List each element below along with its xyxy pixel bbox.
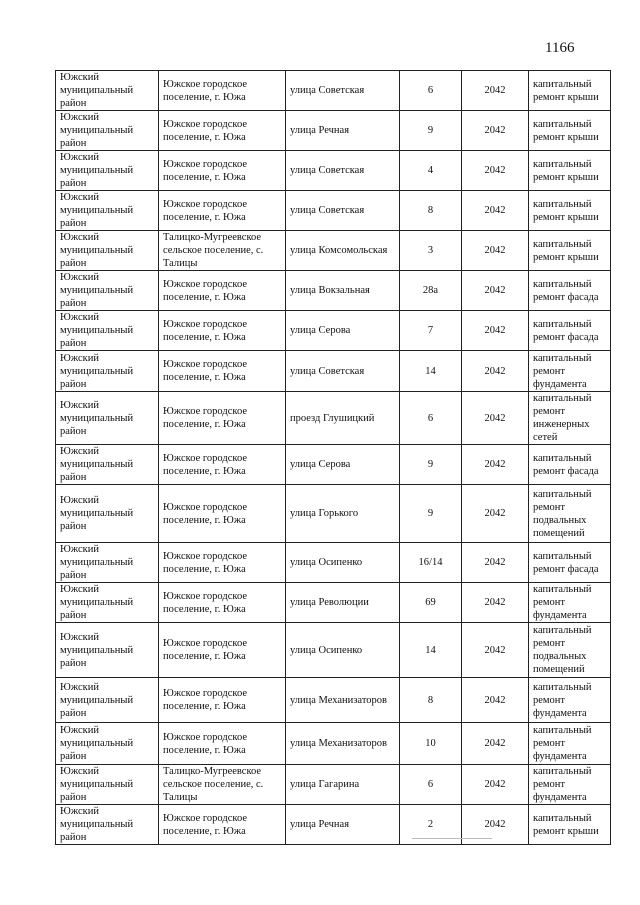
- settlement-cell: Южское городское поселение, г. Южа: [159, 583, 286, 623]
- district-cell: Южский муниципальный район: [56, 271, 159, 311]
- year-cell: 2042: [462, 678, 529, 723]
- settlement-cell: Южское городское поселение, г. Южа: [159, 111, 286, 151]
- table-row: [56, 191, 611, 231]
- district-cell: Южский муниципальный район: [56, 311, 159, 351]
- year-cell: 2042: [462, 271, 529, 311]
- settlement-cell: Южское городское поселение, г. Южа: [159, 392, 286, 445]
- district-cell: Южский муниципальный район: [56, 723, 159, 765]
- street-cell: улица Советская: [286, 351, 400, 392]
- year-cell: 2042: [462, 71, 529, 111]
- street-cell: улица Советская: [286, 191, 400, 231]
- district-cell: Южский муниципальный район: [56, 805, 159, 845]
- street-cell: улица Речная: [286, 111, 400, 151]
- settlement-cell: Южское городское поселение, г. Южа: [159, 151, 286, 191]
- street-cell: улица Серова: [286, 311, 400, 351]
- house-number-cell: 16/14: [400, 543, 462, 583]
- street-cell: улица Советская: [286, 71, 400, 111]
- year-cell: 2042: [462, 583, 529, 623]
- settlement-cell: Южское городское поселение, г. Южа: [159, 678, 286, 723]
- street-cell: улица Вокзальная: [286, 271, 400, 311]
- district-cell: Южский муниципальный район: [56, 583, 159, 623]
- year-cell: 2042: [462, 543, 529, 583]
- street-cell: улица Комсомольская: [286, 231, 400, 271]
- district-cell: Южский муниципальный район: [56, 392, 159, 445]
- work-type-cell: капитальный ремонт крыши: [529, 805, 611, 845]
- house-number-cell: 14: [400, 351, 462, 392]
- settlement-cell: Южское городское поселение, г. Южа: [159, 271, 286, 311]
- work-type-cell: капитальный ремонт крыши: [529, 191, 611, 231]
- district-cell: Южский муниципальный район: [56, 623, 159, 678]
- work-type-cell: капитальный ремонт фасада: [529, 543, 611, 583]
- house-number-cell: 3: [400, 231, 462, 271]
- district-cell: Южский муниципальный район: [56, 71, 159, 111]
- table-row: [56, 583, 611, 623]
- district-cell: Южский муниципальный район: [56, 445, 159, 485]
- table-row: [56, 805, 611, 845]
- house-number-cell: 6: [400, 765, 462, 805]
- year-cell: 2042: [462, 805, 529, 845]
- house-number-cell: 9: [400, 485, 462, 543]
- settlement-cell: Талицко-Мугреевское сельское поселение, с. Талицы: [159, 765, 286, 805]
- house-number-cell: 14: [400, 623, 462, 678]
- settlement-cell: Южское городское поселение, г. Южа: [159, 623, 286, 678]
- year-cell: 2042: [462, 485, 529, 543]
- house-number-cell: 2: [400, 805, 462, 845]
- settlement-cell: Южское городское поселение, г. Южа: [159, 71, 286, 111]
- work-type-cell: капитальный ремонт фасада: [529, 445, 611, 485]
- street-cell: улица Осипенко: [286, 543, 400, 583]
- table-row: [56, 723, 611, 765]
- settlement-cell: Южское городское поселение, г. Южа: [159, 543, 286, 583]
- settlement-cell: Талицко-Мугреевское сельское поселение, с. Талицы: [159, 231, 286, 271]
- work-type-cell: капитальный ремонт фундамента: [529, 723, 611, 765]
- table-row: [56, 445, 611, 485]
- table-row: [56, 678, 611, 723]
- work-type-cell: капитальный ремонт фасада: [529, 271, 611, 311]
- house-number-cell: 8: [400, 678, 462, 723]
- settlement-cell: Южское городское поселение, г. Южа: [159, 351, 286, 392]
- street-cell: улица Революции: [286, 583, 400, 623]
- table-row: [56, 311, 611, 351]
- table-body: [56, 71, 611, 845]
- street-cell: улица Осипенко: [286, 623, 400, 678]
- work-type-cell: капитальный ремонт фундамента: [529, 678, 611, 723]
- district-cell: Южский муниципальный район: [56, 151, 159, 191]
- work-type-cell: капитальный ремонт крыши: [529, 151, 611, 191]
- year-cell: 2042: [462, 723, 529, 765]
- year-cell: 2042: [462, 111, 529, 151]
- district-cell: Южский муниципальный район: [56, 351, 159, 392]
- table-row: [56, 111, 611, 151]
- settlement-cell: Южское городское поселение, г. Южа: [159, 311, 286, 351]
- table-row: [56, 765, 611, 805]
- work-type-cell: капитальный ремонт крыши: [529, 71, 611, 111]
- district-cell: Южский муниципальный район: [56, 231, 159, 271]
- work-type-cell: капитальный ремонт крыши: [529, 231, 611, 271]
- district-cell: Южский муниципальный район: [56, 765, 159, 805]
- house-number-cell: 4: [400, 151, 462, 191]
- settlement-cell: Южское городское поселение, г. Южа: [159, 805, 286, 845]
- table-row: [56, 485, 611, 543]
- table-row: [56, 623, 611, 678]
- work-type-cell: капитальный ремонт инженерных сетей: [529, 392, 611, 445]
- house-number-cell: 9: [400, 445, 462, 485]
- settlement-cell: Южское городское поселение, г. Южа: [159, 445, 286, 485]
- street-cell: улица Гагарина: [286, 765, 400, 805]
- work-type-cell: капитальный ремонт фундамента: [529, 583, 611, 623]
- house-number-cell: 6: [400, 71, 462, 111]
- district-cell: Южский муниципальный район: [56, 678, 159, 723]
- work-type-cell: капитальный ремонт подвальных помещений: [529, 485, 611, 543]
- street-cell: улица Механизаторов: [286, 678, 400, 723]
- work-type-cell: капитальный ремонт крыши: [529, 111, 611, 151]
- year-cell: 2042: [462, 392, 529, 445]
- year-cell: 2042: [462, 311, 529, 351]
- year-cell: 2042: [462, 623, 529, 678]
- table-row: [56, 151, 611, 191]
- year-cell: 2042: [462, 351, 529, 392]
- work-type-cell: капитальный ремонт фундамента: [529, 351, 611, 392]
- work-type-cell: капитальный ремонт подвальных помещений: [529, 623, 611, 678]
- house-number-cell: 6: [400, 392, 462, 445]
- house-number-cell: 9: [400, 111, 462, 151]
- year-cell: 2042: [462, 765, 529, 805]
- year-cell: 2042: [462, 191, 529, 231]
- house-number-cell: 10: [400, 723, 462, 765]
- street-cell: улица Советская: [286, 151, 400, 191]
- housing-repair-table: [55, 70, 611, 845]
- table-row: [56, 231, 611, 271]
- house-number-cell: 69: [400, 583, 462, 623]
- house-number-cell: 7: [400, 311, 462, 351]
- work-type-cell: капитальный ремонт фундамента: [529, 765, 611, 805]
- table-row: [56, 543, 611, 583]
- table-row: [56, 71, 611, 111]
- table-row: [56, 392, 611, 445]
- street-cell: улица Горького: [286, 485, 400, 543]
- work-type-cell: капитальный ремонт фасада: [529, 311, 611, 351]
- table-row: [56, 351, 611, 392]
- year-cell: 2042: [462, 445, 529, 485]
- settlement-cell: Южское городское поселение, г. Южа: [159, 191, 286, 231]
- page-number: 1166: [545, 40, 575, 56]
- year-cell: 2042: [462, 151, 529, 191]
- district-cell: Южский муниципальный район: [56, 485, 159, 543]
- house-number-cell: 28а: [400, 271, 462, 311]
- street-cell: проезд Глушицкий: [286, 392, 400, 445]
- district-cell: Южский муниципальный район: [56, 191, 159, 231]
- settlement-cell: Южское городское поселение, г. Южа: [159, 485, 286, 543]
- district-cell: Южский муниципальный район: [56, 543, 159, 583]
- district-cell: Южский муниципальный район: [56, 111, 159, 151]
- table-row: [56, 271, 611, 311]
- settlement-cell: Южское городское поселение, г. Южа: [159, 723, 286, 765]
- street-cell: улица Серова: [286, 445, 400, 485]
- street-cell: улица Механизаторов: [286, 723, 400, 765]
- year-cell: 2042: [462, 231, 529, 271]
- scan-mark: [412, 838, 492, 839]
- house-number-cell: 8: [400, 191, 462, 231]
- street-cell: улица Речная: [286, 805, 400, 845]
